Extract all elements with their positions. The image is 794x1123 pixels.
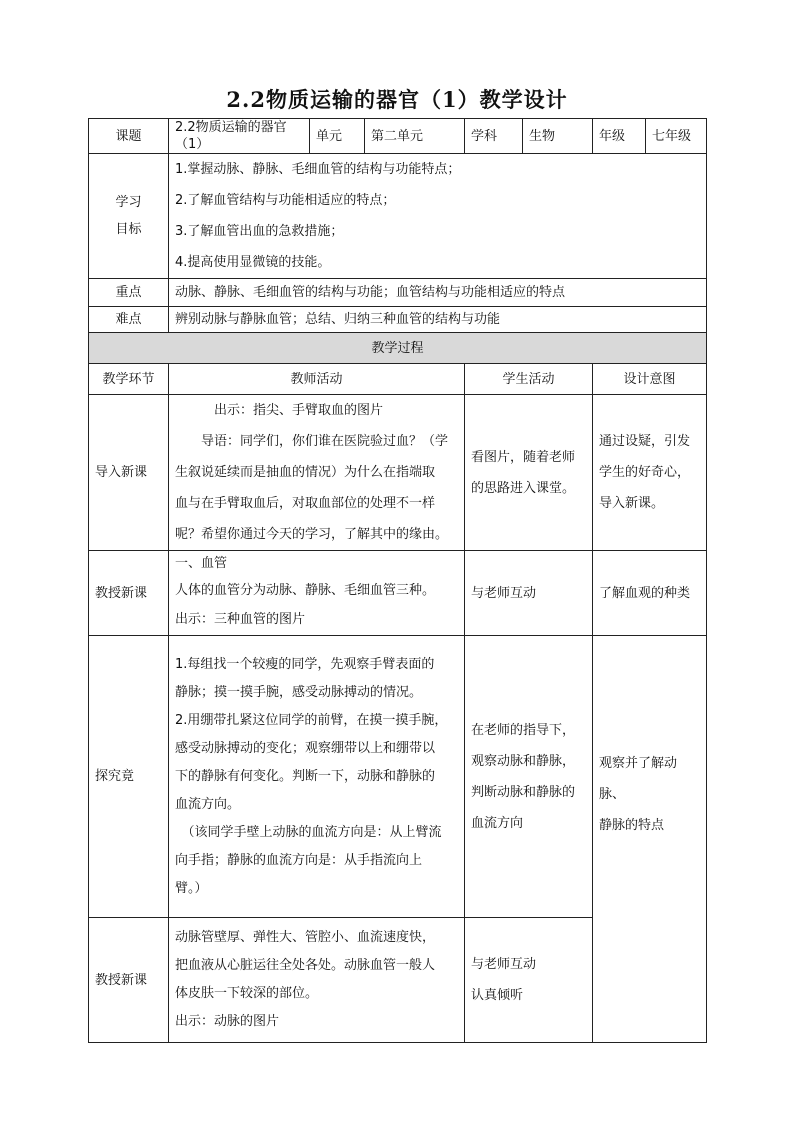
goal-item: 4.提高使用显微镜的技能。 — [175, 255, 331, 270]
artery-teacher-line: 动脉管壁厚、弹性大、管腔小、血流速度快， — [175, 930, 436, 945]
artery-teacher-line: 把血液从心脏运往全处各处。动脉血管一般人 — [175, 958, 436, 973]
lesson-plan-table — [88, 118, 707, 1043]
explore-teacher-line: 感受动脉搏动的变化；观察绷带以上和绷带以 — [175, 740, 436, 756]
subject-label: 学科 — [465, 119, 523, 154]
intro-student-line: 的思路进入课堂。 — [471, 480, 576, 496]
column-header-teacher: 教师活动 — [169, 364, 465, 395]
goals-label-line2: 目标 — [115, 222, 142, 237]
artery-student-line: 与老师互动 — [471, 957, 537, 972]
explore-student-line: 判断动脉和静脉的 — [471, 784, 576, 800]
process-title: 教学过程 — [89, 333, 707, 364]
key-points-value: 动脉、静脉、毛细血管的结构与功能；血管结构与功能相适应的特点 — [169, 279, 707, 307]
explore-teacher-line: 2.用绷带扎紧这位同学的前臂，在摸一摸手腕， — [175, 712, 448, 728]
intro-row — [89, 395, 707, 551]
intro-student — [465, 395, 593, 551]
vessels-intent: 了解血观的种类 — [593, 551, 707, 636]
intro-teacher — [169, 395, 465, 551]
column-header-row — [89, 364, 707, 395]
column-header-intent: 设计意图 — [593, 364, 707, 395]
key-points-label: 重点 — [89, 279, 169, 307]
explore-intent-line: 观察并了解动脉、 — [599, 755, 678, 802]
intro-student-line: 看图片，随着老师 — [471, 449, 576, 465]
intro-intent — [593, 395, 707, 551]
explore-teacher-line: （该同学手壁上动脉的血流方向是：从上臂流 — [181, 824, 442, 840]
artery-stage: 教授新课 — [89, 918, 169, 1043]
column-header-stage: 教学环节 — [89, 364, 169, 395]
goals-label — [89, 154, 169, 279]
artery-student-line: 认真倾听 — [471, 988, 524, 1003]
vessels-teacher — [169, 551, 465, 636]
explore-intent — [593, 636, 707, 1043]
explore-intent-line: 静脉的特点 — [599, 817, 665, 833]
intro-teacher-line: 生叙说延续而是抽血的情况）为什么在指端取 — [175, 465, 436, 480]
explore-student — [465, 636, 593, 918]
intro-teacher-line: 出示：指尖、手臂取血的图片 — [214, 403, 384, 418]
explore-stage: 探究竟 — [89, 636, 169, 918]
vessels-stage: 教授新课 — [89, 551, 169, 636]
intro-teacher-line: 导语：同学们，你们谁在医院验过血？（学 — [201, 434, 449, 449]
artery-teacher — [169, 918, 465, 1043]
intro-teacher-line: 血与在手臂取血后，对取血部位的处理不一样 — [175, 496, 436, 511]
difficulty-value: 辨别动脉与静脉血管；总结、归纳三种血管的结构与功能 — [169, 307, 707, 333]
difficulty-row — [89, 307, 707, 333]
explore-teacher-line: 下的静脉有何变化。判断一下，动脉和静脉的 — [175, 768, 436, 784]
subject-value: 生物 — [523, 119, 593, 154]
intro-intent-line: 导入新课。 — [599, 496, 665, 511]
goal-item: 2.了解血管结构与功能相适应的特点； — [175, 193, 396, 208]
key-points-row — [89, 279, 707, 307]
topic-label: 课题 — [89, 119, 169, 154]
explore-teacher-line: 血流方向。 — [175, 796, 241, 812]
goal-item: 1.掌握动脉、静脉、毛细血管的结构与功能特点； — [175, 162, 461, 177]
intro-intent-line: 学生的好奇心， — [599, 465, 691, 480]
vessels-student: 与老师互动 — [465, 551, 593, 636]
explore-student-line: 血流方向 — [471, 815, 524, 831]
explore-teacher-line: 1.每组找一个较瘦的同学，先观察手臂表面的 — [175, 656, 435, 672]
grade-value: 七年级 — [646, 119, 707, 154]
artery-teacher-line: 出示：动脉的图片 — [175, 1014, 280, 1029]
explore-student-line: 在老师的指导下， — [471, 722, 576, 738]
explore-teacher-line: 静脉；摸一摸手腕，感受动脉搏动的情况。 — [175, 684, 423, 700]
vessels-teacher-line: 人体的血管分为动脉、静脉、毛细血管三种。 — [175, 583, 436, 598]
goal-item: 3.了解血管出血的急救措施； — [175, 224, 344, 239]
intro-stage: 导入新课 — [89, 395, 169, 551]
explore-teacher-line: 臂。） — [175, 880, 208, 896]
column-header-student: 学生活动 — [465, 364, 593, 395]
process-title-row — [89, 333, 707, 364]
vessels-teacher-line: 出示：三种血管的图片 — [175, 612, 306, 627]
unit-value: 第二单元 — [365, 119, 465, 154]
goals-label-line1: 学习 — [115, 195, 142, 210]
header-row — [89, 119, 707, 154]
explore-teacher-line: 向手指；静脉的血流方向是：从手指流向上 — [175, 852, 423, 868]
unit-label: 单元 — [310, 119, 365, 154]
difficulty-label: 难点 — [89, 307, 169, 333]
explore-row — [89, 636, 707, 918]
artery-student — [465, 918, 593, 1043]
goals-row — [89, 154, 707, 279]
explore-student-line: 观察动脉和静脉， — [471, 753, 576, 769]
goals-content — [169, 154, 707, 279]
vessels-teacher-line: 一、血管 — [175, 556, 228, 571]
intro-intent-line: 通过设疑，引发 — [599, 434, 691, 449]
vessels-row — [89, 551, 707, 636]
artery-teacher-line: 体皮肤一下较深的部位。 — [175, 986, 319, 1001]
document-title: 2.2物质运输的器官（1）教学设计 — [226, 87, 568, 112]
intro-teacher-line: 呢？希望你通过今天的学习，了解其中的缘由。 — [175, 527, 449, 542]
explore-teacher — [169, 636, 465, 918]
grade-label: 年级 — [593, 119, 646, 154]
topic-value: 2.2物质运输的器官（1） — [169, 119, 310, 154]
